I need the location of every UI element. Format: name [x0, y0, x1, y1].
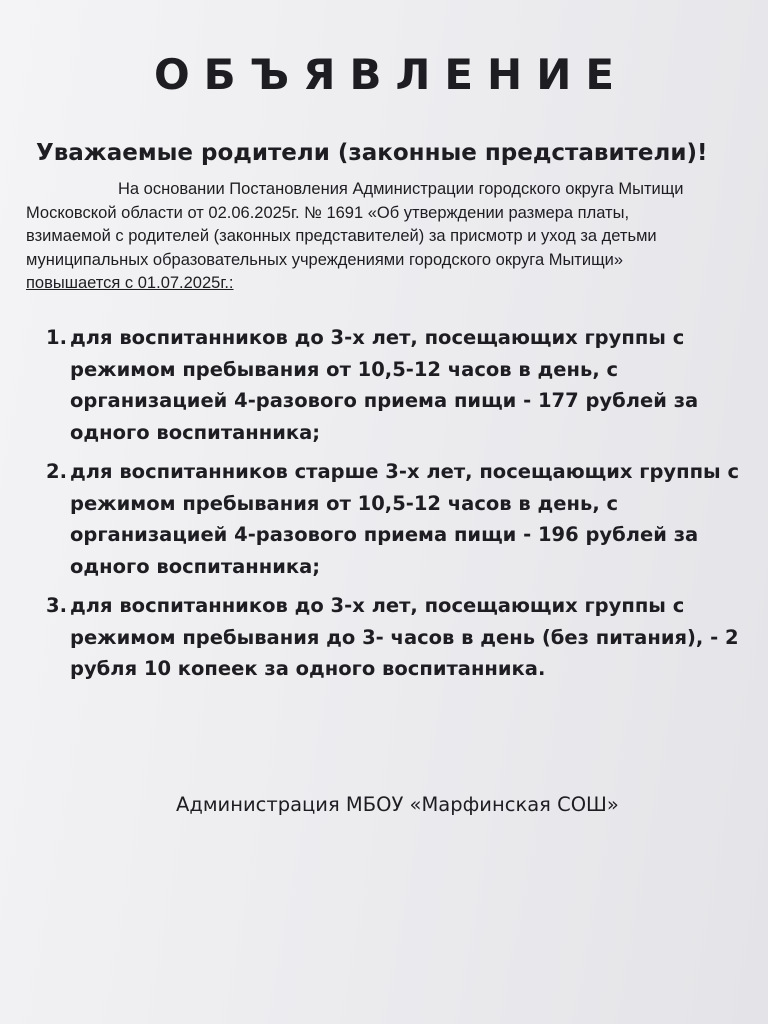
list-item-text: для воспитанников до 3-х лет, посещающих группы с режимом пребывания до 3- часов в день (без питания), - 2 рубля 10 копеек за одного воспитанника. — [70, 594, 739, 680]
list-item — [40, 456, 740, 582]
list-item-text: для воспитанников старше 3-х лет, посещающих группы с режимом пребывания от 10,5-12 часов в день, с организацией 4-разового приема пищи - 196 рублей за одного воспитанника; — [70, 460, 740, 578]
list-item-number: 1. — [46, 326, 67, 349]
list-item-number: 2. — [46, 460, 67, 483]
signature: Администрация МБОУ «Марфинская СОШ» — [176, 793, 619, 816]
greeting-heading: Уважаемые родители (законные представители)! — [36, 140, 708, 166]
intro-text: На основании Постановления Администрации городского округа Мытищи Московской области от 02.06.2025г. № 1691 «Об утверждении размера платы, взимаемой с родителей (законных представителей) за присмотр и уход за детьми муниципальных образовательных учреждениями городского округа Мытищи» — [26, 180, 684, 269]
list-item — [40, 322, 740, 448]
list-item-number: 3. — [46, 594, 67, 617]
intro-paragraph — [26, 178, 716, 296]
intro-underlined-text: повышается с 01.07.2025г.: — [26, 274, 234, 292]
notice-title: ОБЪЯВЛЕНИЕ — [153, 50, 629, 99]
list-item-text: для воспитанников до 3-х лет, посещающих группы с режимом пребывания от 10,5-12 часов в день, с организацией 4-разового приема пищи - 177 рублей за одного воспитанника; — [70, 326, 699, 444]
fee-list — [40, 322, 740, 693]
list-item — [40, 590, 740, 685]
